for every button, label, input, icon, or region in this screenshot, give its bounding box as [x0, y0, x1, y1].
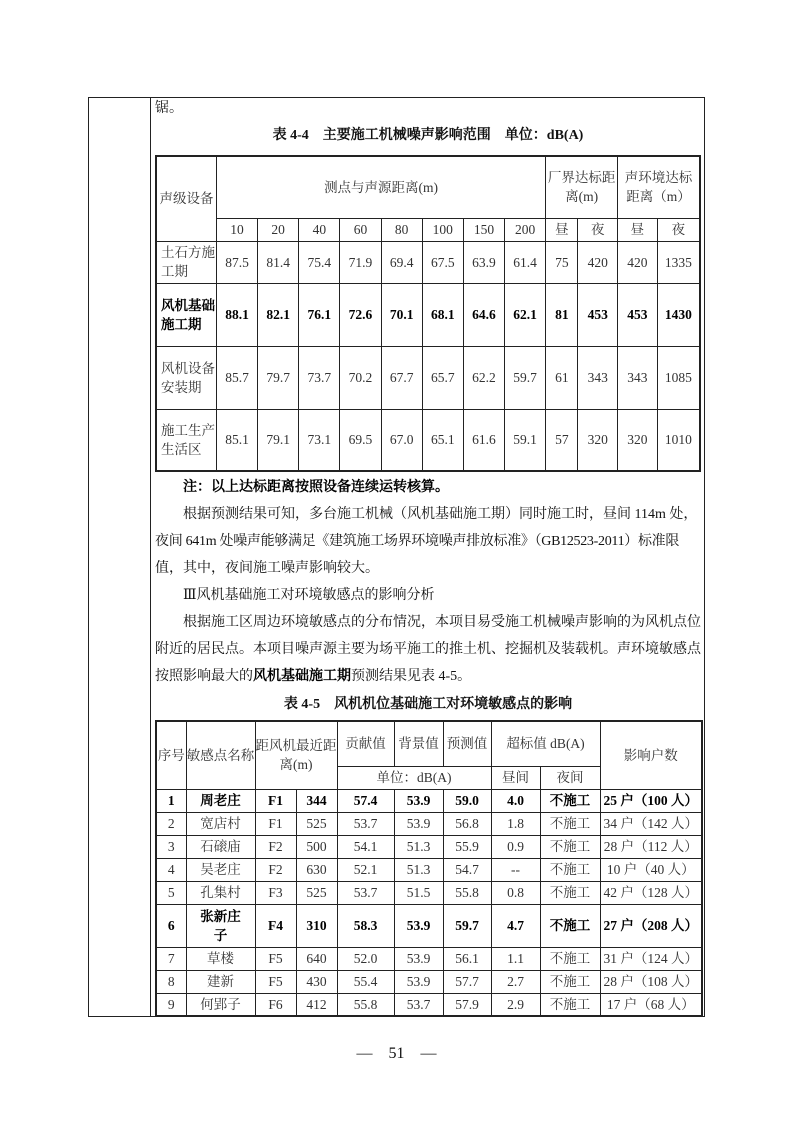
cell: 1010	[657, 409, 700, 471]
table-row	[156, 904, 702, 947]
cell: 82.1	[258, 283, 299, 346]
cell: F2	[255, 835, 296, 858]
cell: 25 户（100 人）	[600, 789, 702, 812]
cell: 87.5	[216, 241, 257, 283]
cell: 640	[296, 947, 337, 970]
cell: 344	[296, 789, 337, 812]
cell: 59.7	[443, 904, 491, 947]
cell: 51.3	[394, 835, 443, 858]
distance-header: 80	[381, 218, 422, 241]
column-divider	[150, 97, 151, 1017]
cell: --	[491, 858, 540, 881]
cell: 不施工	[540, 812, 600, 835]
cell: 42 户（128 人）	[600, 881, 702, 904]
cell: 1335	[657, 241, 700, 283]
cell: 2	[156, 812, 186, 835]
cell: 73.1	[299, 409, 340, 471]
cell: 76.1	[299, 283, 340, 346]
cell: 56.8	[443, 812, 491, 835]
cell: 430	[296, 970, 337, 993]
cell: 420	[618, 241, 658, 283]
day-header: 昼	[546, 218, 578, 241]
cell: 61.6	[463, 409, 504, 471]
cell: 4.0	[491, 789, 540, 812]
cell: 周老庄	[186, 789, 255, 812]
cell: F1	[255, 789, 296, 812]
cell: 不施工	[540, 970, 600, 993]
cell: 不施工	[540, 947, 600, 970]
cell: 320	[578, 409, 618, 471]
cell: 1.1	[491, 947, 540, 970]
header-contribution: 贡献值	[337, 721, 394, 766]
cell: 79.1	[258, 409, 299, 471]
cell: 73.7	[299, 346, 340, 409]
cell: 石磙庙	[186, 835, 255, 858]
cell: 6	[156, 904, 186, 947]
cell: 1	[156, 789, 186, 812]
cell: 70.2	[340, 346, 381, 409]
cell: 51.5	[394, 881, 443, 904]
cell: 55.9	[443, 835, 491, 858]
cell: 2.9	[491, 993, 540, 1016]
cell: 59.0	[443, 789, 491, 812]
cell: 68.1	[422, 283, 463, 346]
cell: 630	[296, 858, 337, 881]
paragraph-line: 夜间 641m 处噪声能够满足《建筑施工场界环境噪声排放标准》（GB12523-2011）标准限	[155, 534, 680, 549]
header-day: 昼间	[491, 766, 540, 789]
cell: 56.1	[443, 947, 491, 970]
cell: 7	[156, 947, 186, 970]
cell: 57.9	[443, 993, 491, 1016]
cell: 62.2	[463, 346, 504, 409]
header-night: 夜间	[540, 766, 600, 789]
cell: 31 户（124 人）	[600, 947, 702, 970]
section-heading: Ⅲ风机基础施工对环境敏感点的影响分析	[183, 588, 435, 603]
cell: 453	[578, 283, 618, 346]
cell: 57.4	[337, 789, 394, 812]
cell: 320	[618, 409, 658, 471]
table-row	[156, 993, 702, 1016]
table-row	[156, 858, 702, 881]
cell: 8	[156, 970, 186, 993]
cell: 453	[618, 283, 658, 346]
cell: 88.1	[216, 283, 257, 346]
cell: 75.4	[299, 241, 340, 283]
cell: 500	[296, 835, 337, 858]
distance-header: 200	[505, 218, 546, 241]
table-row	[156, 789, 702, 812]
cell: 建新	[186, 970, 255, 993]
device-name: 施工生产生活区	[156, 409, 216, 471]
cell: 75	[546, 241, 578, 283]
text: 按照影响最大的	[155, 669, 253, 684]
cell: 525	[296, 881, 337, 904]
table-4-4-caption: 表 4-4 主要施工机械噪声影响范围 单位：dB(A)	[272, 128, 584, 143]
cell: 53.7	[394, 993, 443, 1016]
cell: 412	[296, 993, 337, 1016]
header-exceed: 超标值 dB(A)	[491, 721, 600, 766]
cell: 55.4	[337, 970, 394, 993]
cell: 57.7	[443, 970, 491, 993]
cell: 9	[156, 993, 186, 1016]
cell: 59.1	[505, 409, 546, 471]
table-row	[156, 881, 702, 904]
device-name: 风机设备安装期	[156, 346, 216, 409]
cell: 525	[296, 812, 337, 835]
cell: 81	[546, 283, 578, 346]
device-name: 风机基础施工期	[156, 283, 216, 346]
cell: 2.7	[491, 970, 540, 993]
cell: 0.9	[491, 835, 540, 858]
cell: 不施工	[540, 881, 600, 904]
cell: 61	[546, 346, 578, 409]
cell: 67.7	[381, 346, 422, 409]
table-4-5	[155, 720, 703, 1017]
cell: 61.4	[505, 241, 546, 283]
cell: 54.7	[443, 858, 491, 881]
table-row	[156, 409, 700, 471]
distance-header: 150	[463, 218, 504, 241]
day-header: 昼	[618, 218, 658, 241]
table-row	[156, 835, 702, 858]
cell: F5	[255, 970, 296, 993]
table-row	[156, 970, 702, 993]
cell: 53.9	[394, 789, 443, 812]
cell: 65.1	[422, 409, 463, 471]
header-distance: 测点与声源距离(m)	[216, 156, 545, 218]
cell: 53.9	[394, 947, 443, 970]
distance-header: 10	[216, 218, 257, 241]
cell: 55.8	[337, 993, 394, 1016]
cell: F4	[255, 904, 296, 947]
cell: 51.3	[394, 858, 443, 881]
table-note: 注：以上达标距离按照设备连续运转核算。	[183, 480, 449, 495]
paragraph-line: 根据预测结果可知，多台施工机械（风机基础施工期）同时施工时，昼间 114m 处，	[183, 507, 698, 522]
cell: 57	[546, 409, 578, 471]
cell: 草楼	[186, 947, 255, 970]
cell: 1085	[657, 346, 700, 409]
table-row	[156, 812, 702, 835]
table-row	[156, 947, 702, 970]
cell: 1.8	[491, 812, 540, 835]
cell: 4	[156, 858, 186, 881]
cell: 28 户（112 人）	[600, 835, 702, 858]
cell: 34 户（142 人）	[600, 812, 702, 835]
cell: F1	[255, 812, 296, 835]
paragraph-line: 附近的居民点。本项目噪声源主要为场平施工的推土机、挖掘机及装载机。声环境敏感点	[155, 642, 701, 657]
paragraph-line: 值，其中，夜间施工噪声影响较大。	[155, 561, 379, 576]
cell: 53.9	[394, 904, 443, 947]
cell: 69.4	[381, 241, 422, 283]
cell: 343	[618, 346, 658, 409]
night-header: 夜	[578, 218, 618, 241]
cell: 10 户（40 人）	[600, 858, 702, 881]
header-background: 背景值	[394, 721, 443, 766]
cell: 张新庄子	[186, 904, 255, 947]
cell: 不施工	[540, 993, 600, 1016]
cell: 52.1	[337, 858, 394, 881]
cell: 58.3	[337, 904, 394, 947]
cell: 63.9	[463, 241, 504, 283]
cell: 65.7	[422, 346, 463, 409]
distance-header: 20	[258, 218, 299, 241]
cell: 310	[296, 904, 337, 947]
cell: 67.5	[422, 241, 463, 283]
cell: 53.7	[337, 881, 394, 904]
header-distance: 距风机最近距离(m)	[255, 721, 337, 789]
cell: 85.7	[216, 346, 257, 409]
cell: 53.9	[394, 812, 443, 835]
table-row	[156, 283, 700, 346]
cell: 71.9	[340, 241, 381, 283]
table-4-4	[155, 155, 701, 472]
cell: 52.0	[337, 947, 394, 970]
header-unit: 单位：dB(A)	[337, 766, 491, 789]
header-households: 影响户数	[600, 721, 702, 789]
table-row	[156, 346, 700, 409]
header-predicted: 预测值	[443, 721, 491, 766]
table-row	[156, 241, 700, 283]
cell: 79.7	[258, 346, 299, 409]
cell: 55.8	[443, 881, 491, 904]
cell: 62.1	[505, 283, 546, 346]
cell: 宽店村	[186, 812, 255, 835]
cell: 不施工	[540, 858, 600, 881]
cell: 81.4	[258, 241, 299, 283]
cell: 4.7	[491, 904, 540, 947]
cell: 28 户（108 人）	[600, 970, 702, 993]
cell: 17 户（68 人）	[600, 993, 702, 1016]
paragraph-line	[155, 663, 701, 690]
cell: F2	[255, 858, 296, 881]
cell: 5	[156, 881, 186, 904]
distance-header: 60	[340, 218, 381, 241]
cell: 54.1	[337, 835, 394, 858]
cell: 67.0	[381, 409, 422, 471]
paragraph-line: 根据施工区周边环境敏感点的分布情况，本项目易受施工机械噪声影响的为风机点位	[183, 615, 701, 630]
cell: 不施工	[540, 789, 600, 812]
content	[155, 97, 701, 1017]
cell: 孔集村	[186, 881, 255, 904]
header-boundary: 厂界达标距离(m)	[546, 156, 618, 218]
cell: 1430	[657, 283, 700, 346]
cell: 27 户（208 人）	[600, 904, 702, 947]
cell: 不施工	[540, 835, 600, 858]
cell: 53.7	[337, 812, 394, 835]
distance-header: 40	[299, 218, 340, 241]
cell: F3	[255, 881, 296, 904]
cell: F6	[255, 993, 296, 1016]
cell: 不施工	[540, 904, 600, 947]
page-number: — 51 —	[356, 1045, 437, 1062]
cell: 69.5	[340, 409, 381, 471]
cell: 72.6	[340, 283, 381, 346]
header-env: 声环境达标距离（m）	[618, 156, 700, 218]
device-name: 土石方施工期	[156, 241, 216, 283]
cell: 吴老庄	[186, 858, 255, 881]
cell: 53.9	[394, 970, 443, 993]
cell: 3	[156, 835, 186, 858]
intro-tail: 锯。	[155, 101, 183, 116]
header-device: 声级设备	[156, 156, 216, 241]
cell: 343	[578, 346, 618, 409]
text: 预测结果见表 4-5。	[351, 669, 472, 684]
night-header: 夜	[657, 218, 700, 241]
cell: 59.7	[505, 346, 546, 409]
cell: 420	[578, 241, 618, 283]
header-no: 序号	[156, 721, 186, 789]
cell: 64.6	[463, 283, 504, 346]
bold-text: 风机基础施工期	[253, 669, 351, 684]
cell: F5	[255, 947, 296, 970]
cell: 70.1	[381, 283, 422, 346]
header-name: 敏感点名称	[186, 721, 255, 789]
cell: 何郢子	[186, 993, 255, 1016]
cell: 85.1	[216, 409, 257, 471]
distance-header: 100	[422, 218, 463, 241]
table-4-5-caption: 表 4-5 风机机位基础施工对环境敏感点的影响	[283, 697, 573, 712]
cell: 0.8	[491, 881, 540, 904]
